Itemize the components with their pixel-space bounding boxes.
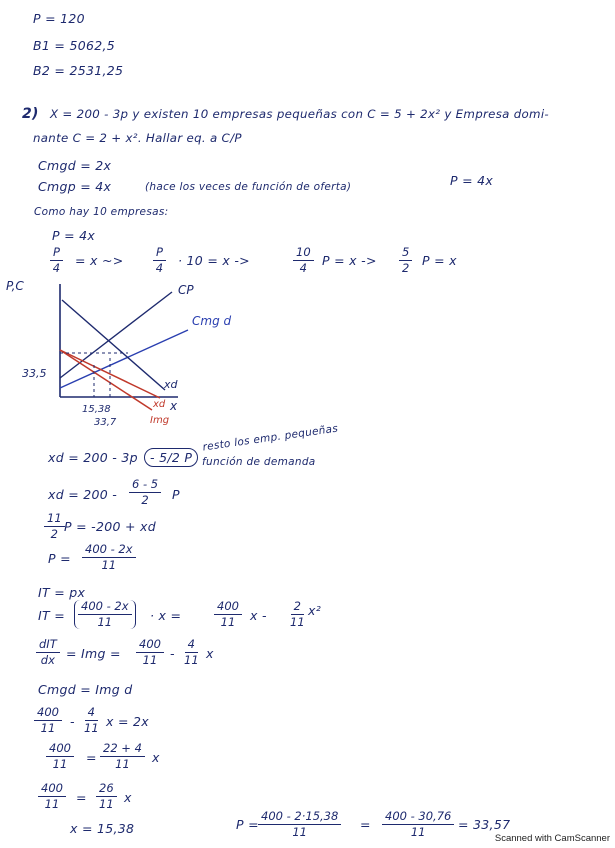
cmg-small-note: (hace los veces de función de oferta) <box>145 181 352 193</box>
it-definition: IT = px <box>38 585 86 600</box>
problem-number: 2) <box>22 106 39 122</box>
frac-5-over-2: $\frac{5}{2}$ <box>399 246 412 275</box>
x-mark-337: 33,7 <box>94 417 117 428</box>
p-equals-4x: P = 4x <box>450 173 494 188</box>
market-graph <box>0 270 260 430</box>
chain-step-1: = x ~> <box>75 253 124 268</box>
eq3-equals: = <box>76 790 87 805</box>
eq1-term1-frac: $\frac{400}{11}$ <box>34 706 62 735</box>
x-solution: x = 15,38 <box>70 821 135 836</box>
it-term2-frac: $\frac{2}{11}$ <box>290 599 305 629</box>
graph-x-label: x <box>170 399 178 413</box>
eq1-minus: - <box>70 714 75 729</box>
note-subtract-small-firms: resto los emp. pequeñas <box>201 422 339 454</box>
cp-label: CP <box>178 283 194 297</box>
eq3-x: x <box>124 790 132 805</box>
img-term2-frac: $\frac{4}{11}$ <box>184 637 199 667</box>
b2-value: B2 = 2531,25 <box>33 63 124 78</box>
inverse-demand-frac: $\frac{400 - 2x}{11}$ <box>82 543 136 572</box>
eq2-equals: = <box>86 750 97 765</box>
final-frac-2: $\frac{400 - 30,76}{11}$ <box>382 810 454 839</box>
chain-step-3: P = x -> <box>322 253 377 268</box>
final-equals: = <box>360 817 371 832</box>
price-value: P = 120 <box>33 11 85 26</box>
x-mark-1538: 15,38 <box>82 404 111 415</box>
frac-p-over-4-b: $\frac{P}{4}$ <box>153 246 166 275</box>
it-term1-frac: $\frac{400}{11}$ <box>214 600 242 629</box>
eq2-term2-frac: $\frac{22 + 4}{11}$ <box>100 742 145 771</box>
circled-term: - 5/2 P <box>144 448 198 467</box>
img-x: x <box>206 646 214 661</box>
it-term2-tail: x² <box>308 603 322 618</box>
ten-firms-text: Como hay 10 empresas: <box>34 206 169 218</box>
it-times-x: · x = <box>150 608 182 623</box>
problem-line-2: nante C = 2 + x². Hallar eq. a C/P <box>33 131 242 145</box>
final-frac-1: $\frac{400 - 2\cdot 15,38}{11}$ <box>258 810 341 839</box>
p-equals-label: P = <box>48 551 71 566</box>
graph-y-label: P,C <box>6 279 24 293</box>
xd-line-2-tail: P <box>172 487 180 502</box>
eq1-term2-frac: $\frac{4}{11}$ <box>84 705 99 735</box>
dit-dx-frac: dIT dx <box>36 638 60 667</box>
final-p-lhs: P = <box>236 817 259 832</box>
eq2-term1-frac: $\frac{400}{11}$ <box>46 742 74 771</box>
eq1-tail: x = 2x <box>106 714 149 729</box>
img-minus: - <box>170 646 175 661</box>
p-times-11-over-2: P = -200 + xd <box>64 519 156 534</box>
cmg-small: Cmgp = 4x <box>38 179 112 194</box>
cmg-equals-img: Cmgd = Img d <box>38 682 133 697</box>
problem-line-1: X = 200 - 3p y existen 10 empresas pequeñas con C = 5 + 2x² y Empresa domi- <box>50 107 549 121</box>
frac-11-over-2: $\frac{11}{2}$ <box>44 512 65 541</box>
eq2-x: x <box>152 750 160 765</box>
cp-line <box>60 292 172 378</box>
eq3-term1-frac: $\frac{400}{11}$ <box>38 782 66 811</box>
note-demand-function: función de demanda <box>202 456 316 468</box>
it-term1-tail: x - <box>250 608 267 623</box>
it-bracket-frac: $\frac{400 - 2x}{11}$ <box>74 600 136 629</box>
it-lhs: IT = <box>38 608 65 623</box>
xd-line-1: xd = 200 - 3p <box>48 450 138 465</box>
img-term1-frac: $\frac{400}{11}$ <box>136 638 164 667</box>
frac-10-over-4: $\frac{10}{4}$ <box>293 246 314 275</box>
cmg-dominant: Cmgd = 2x <box>38 158 112 173</box>
b1-value: B1 = 5062,5 <box>33 38 115 53</box>
camscanner-watermark: Scanned with CamScanner <box>494 833 610 844</box>
cmgd-label: Cmg d <box>192 314 232 328</box>
frac-p-over-4-a: $\frac{P}{4}$ <box>50 246 63 275</box>
eq3-term2-frac: $\frac{26}{11}$ <box>96 782 117 811</box>
p-4x: P = 4x <box>52 228 96 243</box>
img-line <box>60 350 152 410</box>
xd-label: xd <box>164 378 178 391</box>
y-mark-335: 33,5 <box>22 367 47 380</box>
frac-6-5-over-2: $\frac{6 - 5}{2}$ <box>129 478 161 507</box>
img-equals: = Img = <box>66 646 121 661</box>
residual-demand-label: xd <box>153 399 166 410</box>
final-result: = 33,57 <box>458 817 511 832</box>
xd-line-2: xd = 200 - <box>48 487 118 502</box>
chain-step-2: · 10 = x -> <box>178 253 250 268</box>
chain-step-4: P = x <box>422 253 457 268</box>
img-label: Img <box>150 415 170 426</box>
